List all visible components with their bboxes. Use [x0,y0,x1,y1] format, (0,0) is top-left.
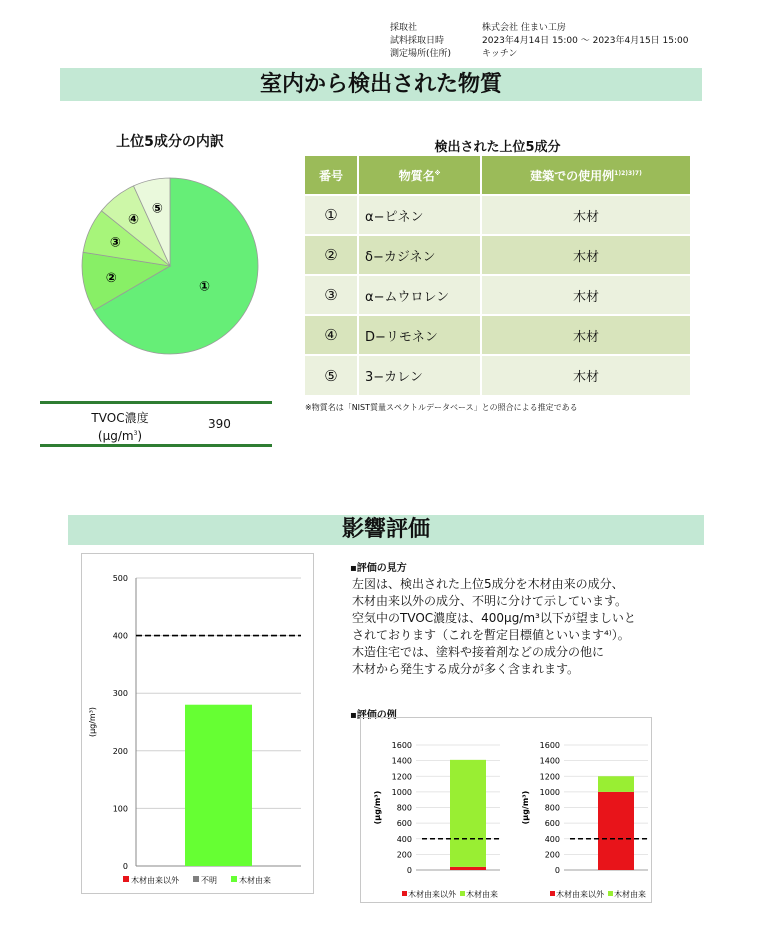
header-name-text: 物質名 [398,168,435,183]
row-use: 木材 [481,195,690,235]
y-tick-label: 500 [112,574,128,583]
header-name [358,156,481,195]
y-tick-label: 200 [112,746,128,756]
row-num: ③ [305,275,358,315]
ex-legend-swatch [608,891,613,896]
pie-slice-label: ③ [109,235,121,251]
meta-value: キッチン [482,49,518,59]
ex-legend-label: 木材由来以外 [556,890,604,899]
ex-y-tick-label: 600 [396,819,412,829]
table-row [305,355,690,395]
bar-segment [185,705,252,866]
table-footnote: ※物質名は「NIST質量スペクトルデータベース」との照合による推定である [305,403,578,412]
pie-chart [80,176,260,356]
example-charts [360,717,652,903]
tvoc-label [84,410,156,444]
row-name: δ−カジネン [358,235,481,275]
ex-y-axis-label: (μg/m³) [521,790,530,825]
ex-y-tick-label: 1000 [391,787,412,797]
row-name: α−ムウロレン [358,275,481,315]
ex-y-tick-label: 1200 [539,772,560,782]
row-use: 木材 [481,355,690,395]
example-heading: ▪評価の例 [350,710,397,721]
ex-legend-swatch [460,891,465,896]
eval-line: 木材由来以外の成分、不明に分けて示しています。 [352,594,628,608]
ex-y-tick-label: 1200 [391,772,412,782]
tvoc-box [40,401,272,447]
y-axis-label: (μg/m³) [88,706,97,738]
ex-y-tick-label: 1400 [391,756,412,766]
ex-legend-swatch [402,891,407,896]
ex-y-tick-label: 0 [554,866,560,875]
meta-value: 2023年4月14日 15:00 ～ 2023年4月15日 15:00 [482,36,689,46]
row-num: ④ [305,315,358,355]
ex-y-tick-label: 200 [396,850,412,860]
header-use-sup: 1)2)3)7) [614,169,642,177]
legend-swatch [193,876,199,882]
tvoc-chart [81,553,314,894]
table-row [305,235,690,275]
pie-slice-label: ② [105,271,117,287]
header-use-text: 建築での使用例 [530,168,615,183]
legend-label: 不明 [201,876,217,885]
row-use: 木材 [481,315,690,355]
ex-y-tick-label: 1400 [539,756,560,766]
pie-slice-label: ① [198,279,210,295]
row-use: 木材 [481,275,690,315]
ex-y-tick-label: 800 [544,803,560,813]
ex-bar-segment [598,792,634,870]
row-name: 3−カレン [358,355,481,395]
table-row [305,195,690,235]
meta-key: 採取社 [390,23,418,33]
ex-y-tick-label: 1600 [391,741,412,750]
ex-legend-label: 木材由来以外 [408,890,456,899]
ex-y-axis-label: (μg/m³) [373,790,382,825]
header-num: 番号 [305,156,358,195]
sample-meta [390,22,688,61]
legend-label: 木材由来 [239,876,271,885]
ex-legend-label: 木材由来 [614,890,646,899]
header-use [481,156,690,195]
pie-chart-title: 上位5成分の内訳 [116,134,224,150]
ex-y-tick-label: 800 [396,803,412,813]
ex-y-tick-label: 0 [406,866,412,875]
ex-y-tick-label: 400 [544,834,560,844]
ex-bar-segment [598,776,634,792]
eval-line: 木造住宅では、塗料や接着剤などの成分の他に [352,645,605,659]
eval-line: 左図は、検出された上位5成分を木材由来の成分、 [352,577,624,591]
y-tick-label: 400 [112,631,128,641]
ex-bar-segment [450,760,486,867]
ex-y-tick-label: 1000 [539,787,560,797]
pie-slice-label: ④ [127,212,139,228]
section-title-detected: 室内から検出された物質 [60,68,702,101]
eval-line: 木材から発生する成分が多く含まれます。 [352,662,580,676]
legend-swatch [123,876,129,882]
tvoc-label-sup: 3 [133,430,138,437]
meta-key: 測定場所(住所) [390,49,452,59]
tvoc-label-close: ) [137,429,143,443]
ex-legend-label: 木材由来 [466,890,498,899]
row-num: ⑤ [305,355,358,395]
meta-value: 株式会社 住まい工房 [482,23,566,33]
table-row [305,275,690,315]
table-row [305,315,690,355]
y-tick-label: 100 [112,804,128,814]
table-title: 検出された上位5成分 [434,140,561,155]
y-tick-label: 0 [122,862,128,871]
row-num: ② [305,235,358,275]
table-header-row [305,156,690,195]
row-num: ① [305,195,358,235]
eval-line: 空気中のTVOC濃度は、400μg/m³以下が望ましいと [352,611,636,625]
ex-y-tick-label: 200 [544,850,560,860]
section-title-evaluation: 影響評価 [68,515,704,545]
substance-table [305,156,690,395]
tvoc-label-unit: (μg/m [97,429,134,443]
row-name: α−ピネン [358,195,481,235]
ex-bar-segment [450,867,486,870]
ex-y-tick-label: 400 [396,834,412,844]
ex-legend-swatch [550,891,555,896]
row-use: 木材 [481,235,690,275]
ex-y-tick-label: 600 [544,819,560,829]
legend-swatch [231,876,237,882]
tvoc-label-line1: TVOC濃度 [91,411,149,425]
ex-y-tick-label: 1600 [539,741,560,750]
tvoc-value: 390 [208,417,231,431]
eval-text [352,576,692,678]
eval-line: されております（これを暫定目標値といいます⁴⁾）。 [352,628,630,642]
y-tick-label: 300 [112,689,128,699]
legend-label: 木材由来以外 [131,876,179,885]
header-name-sup: ※ [434,169,441,177]
row-name: D−リモネン [358,315,481,355]
meta-key: 試料採取日時 [390,36,445,46]
pie-slice-label: ⑤ [151,201,163,217]
eval-heading: ▪評価の見方 [350,563,407,574]
